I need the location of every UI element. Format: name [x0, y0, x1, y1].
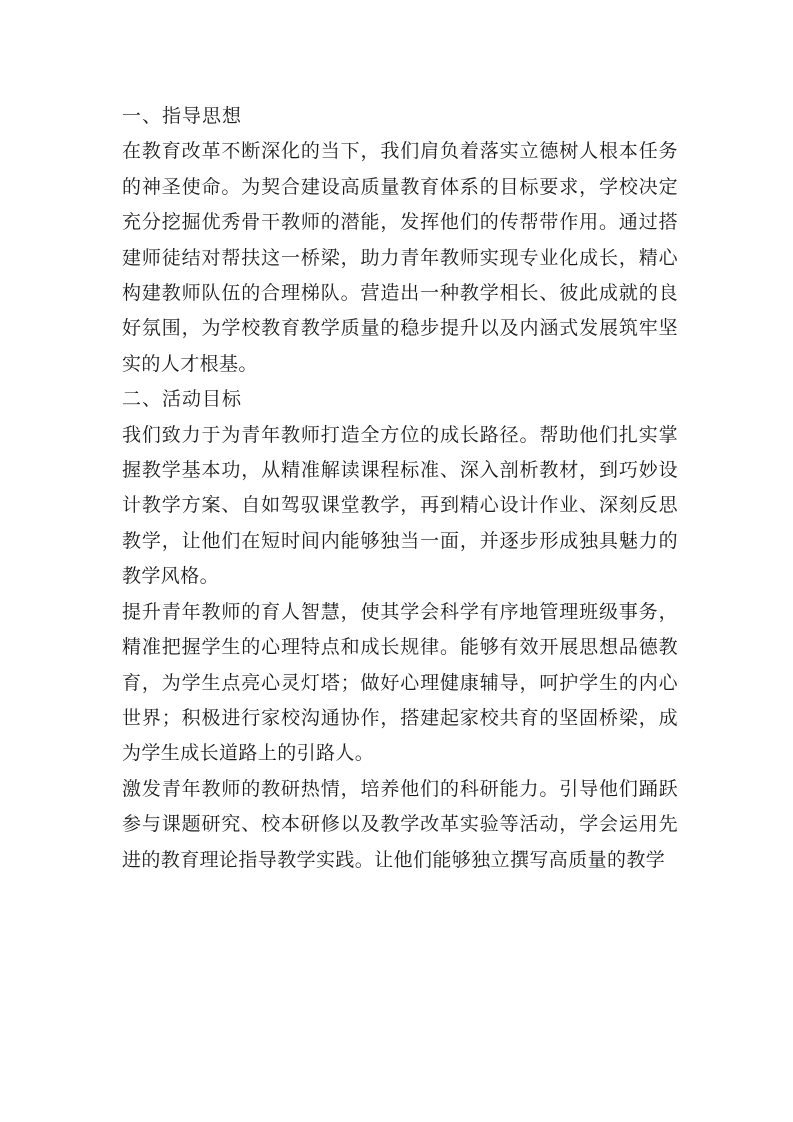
paragraph-teaching-skills: 我们致力于为青年教师打造全方位的成长路径。帮助他们扎实掌握教学基本功，从精准解读课程标准、深入剖析教材，到巧妙设计教学方案、自如驾驭课堂教学，再到精心设计作业、深刻反思教学，让他们在短时间内能够独当一面，并逐步形成独具魅力的教学风格。 — [122, 423, 678, 588]
paragraph-education-wisdom: 提升青年教师的育人智慧，使其学会科学有序地管理班级事务，精准把握学生的心理特点和成长规律。能够有效开展思想品德教育，为学生点亮心灵灯塔；做好心理健康辅导，呵护学生的内心世界；积极进行家校沟通协作，搭建起家校共育的坚固桥梁，成为学生成长道路上的引路人。 — [122, 600, 678, 765]
section-heading-activity-goals: 二、活动目标 — [122, 388, 243, 411]
paragraph-research-ability: 激发青年教师的教研热情，培养他们的科研能力。引导他们踊跃参与课题研究、校本研修以及教学改革实验等活动，学会运用先进的教育理论指导教学实践。让他们能够独立撰写高质量的教学 — [122, 777, 678, 871]
document-body — [122, 99, 678, 878]
paragraph-guiding-ideology: 在教育改革不断深化的当下，我们肩负着落实立德树人根本任务的神圣使命。为契合建设高质量教育体系的目标要求，学校决定充分挖掘优秀骨干教师的潜能，发挥他们的传帮带作用。通过搭建师徒结对帮扶这一桥梁，助力青年教师实现专业化成长，精心构建教师队伍的合理梯队。营造出一种教学相长、彼此成就的良好氛围，为学校教育教学质量的稳步提升以及内涵式发展筑牢坚实的人才根基。 — [122, 140, 678, 375]
section-heading-guiding-ideology: 一、指导思想 — [122, 105, 243, 127]
